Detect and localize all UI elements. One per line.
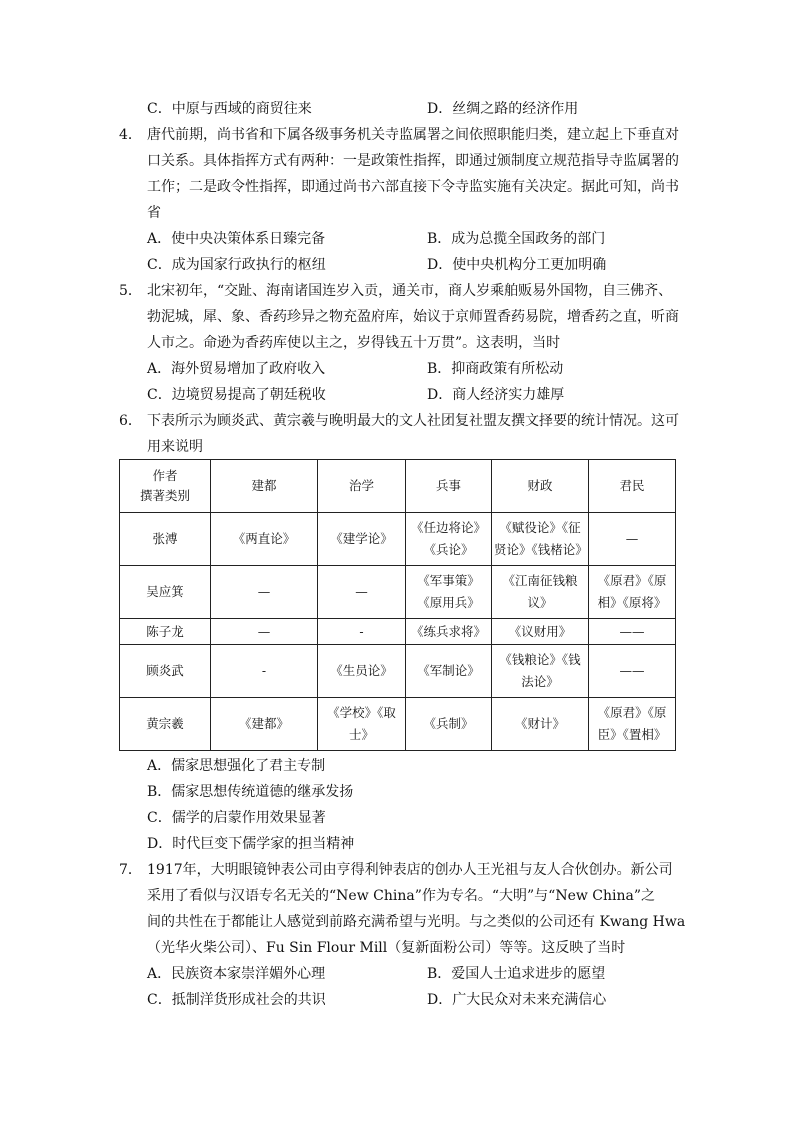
table-cell <box>318 619 406 645</box>
q5-stem-line: 北宋初年，“交趾、海南诸国连岁入贡，通关市，商人岁乘舶贩易外国物，自三佛齐、 <box>147 283 673 299</box>
table-cell <box>211 645 318 698</box>
table-cell <box>211 698 318 751</box>
table-cell <box>318 698 406 751</box>
q7-option-d: D．广大民众对未来充满信心 <box>427 992 607 1008</box>
cell-text: - <box>261 663 267 678</box>
table-row <box>120 645 676 698</box>
table-header-row <box>120 460 676 513</box>
q6-number: 6． <box>119 413 142 429</box>
cell-text: — <box>257 584 271 599</box>
cell-text: 《钱粮论》《钱 <box>499 652 581 667</box>
q5-option-c: C．边境贸易提高了朝廷税收 <box>147 387 326 403</box>
table-cell <box>211 513 318 566</box>
q5-number: 5． <box>119 283 142 299</box>
cell-text: 《任边将论》 <box>410 520 486 535</box>
column-header: 治学 <box>318 460 406 513</box>
q4-option-d: D．使中央机构分工更加明确 <box>427 257 607 273</box>
row-author: 陈子龙 <box>120 619 211 645</box>
q7-option-a: A．民族资本家崇洋媚外心理 <box>147 966 326 982</box>
table-cell <box>211 619 318 645</box>
q4-stem-line: 口关系。具体指挥方式有两种：一是政策性指挥，即通过颁制度立规范指导寺监属署的 <box>147 153 679 169</box>
table-cell <box>589 619 676 645</box>
cell-text: 法论》 <box>521 674 559 689</box>
q5-option-a: A．海外贸易增加了政府收入 <box>147 361 326 377</box>
cell-text: 《学校》《取 <box>327 705 396 720</box>
column-header: 君民 <box>589 460 676 513</box>
cell-text: — <box>257 623 271 639</box>
header-corner-cell <box>120 460 211 513</box>
cell-text: 议》 <box>527 595 553 610</box>
cell-text: 《赋役论》《征 <box>499 520 581 535</box>
header-category-label: 撰著类别 <box>139 488 190 503</box>
table-cell <box>589 566 676 619</box>
cell-text: 《江南征钱粮 <box>502 573 578 588</box>
table-cell <box>406 698 492 751</box>
cell-text: —— <box>619 663 645 678</box>
table-cell <box>318 513 406 566</box>
cell-text: 《兵制》 <box>423 716 474 731</box>
cell-text: 《军事策》 <box>417 573 480 588</box>
cell-text: 《练兵求将》 <box>410 623 486 639</box>
table-cell <box>318 645 406 698</box>
table-cell <box>589 645 676 698</box>
table-row <box>120 619 676 645</box>
table-cell <box>406 619 492 645</box>
row-author: 顾炎武 <box>120 645 211 698</box>
q7-stem-line: （光华火柴公司）、Fu Sin Flour Mill（复新面粉公司）等等。这反映了当时 <box>147 940 626 956</box>
q5-option-d: D．商人经济实力雄厚 <box>427 387 565 403</box>
q4-option-c: C．成为国家行政执行的枢纽 <box>147 257 326 273</box>
table-cell <box>492 698 589 751</box>
q4-stem-line: 省 <box>147 205 161 221</box>
table-cell <box>211 566 318 619</box>
q7-stem-line: 间的共性在于都能让人感觉到前路充满希望与光明。与之类似的公司还有 Kwang Hwa <box>147 914 686 930</box>
q7-stem-line: 1917年，大明眼镜钟表公司由亨得利钟表店的创办人王光祖与友人合伙创办。新公司 <box>147 862 673 878</box>
q4-stem-line: 工作；二是政令性指挥，即通过尚书六部直接下令寺监实施有关决定。据此可知，尚书 <box>147 179 679 195</box>
q3-option-d: D．丝绸之路的经济作用 <box>427 101 579 117</box>
row-author: 张溥 <box>120 513 211 566</box>
cell-text: 《议财用》 <box>508 623 572 639</box>
cell-text: 士》 <box>348 727 374 742</box>
q6-option-a: A．儒家思想强化了君主专制 <box>147 758 326 774</box>
column-header: 建都 <box>211 460 318 513</box>
cell-text: 《军制论》 <box>417 663 480 678</box>
table-cell <box>406 566 492 619</box>
table-cell <box>492 566 589 619</box>
table-cell <box>492 619 589 645</box>
q5-option-b: B．抑商政策有所松动 <box>427 361 564 377</box>
q6-stem-line: 下表所示为顾炎武、黄宗羲与晚明最大的文人社团复社盟友撰文择要的统计情况。这可 <box>147 413 679 429</box>
q5-stem-line: 勃泥城，犀、象、香药珍异之物充盈府库，始议于京师置香药易院，增香药之直，听商 <box>147 309 679 325</box>
cell-text: 《建都》 <box>238 716 289 731</box>
q6-table <box>119 459 676 751</box>
cell-text: 《两直论》 <box>232 531 296 546</box>
table-cell <box>492 513 589 566</box>
cell-text: 《原用兵》 <box>417 595 480 610</box>
table-row <box>120 698 676 751</box>
q7-number: 7． <box>119 862 142 878</box>
table-cell <box>589 698 676 751</box>
row-author: 吴应箕 <box>120 566 211 619</box>
q6-option-b: B．儒家思想传统道德的继承发扬 <box>147 784 354 800</box>
column-header: 兵事 <box>406 460 492 513</box>
q4-option-b: B．成为总揽全国政务的部门 <box>427 231 606 247</box>
cell-text: 贤论》《钱楮论》 <box>494 542 588 557</box>
q7-stem-line: 采用了看似与汉语专名无关的“New China”作为专名。“大明”与“New China”之 <box>147 888 656 904</box>
cell-text: 《原君》《原 <box>597 573 667 588</box>
cell-text: 《原君》《原 <box>597 705 667 720</box>
q7-option-c: C．抵制洋货形成社会的共识 <box>147 992 326 1008</box>
cell-text: 《生员论》 <box>330 663 393 678</box>
q3-option-c: C．中原与西域的商贸往来 <box>147 101 312 117</box>
cell-text: 相》《原将》 <box>597 595 667 610</box>
table-cell <box>406 513 492 566</box>
cell-text: 《兵论》 <box>423 542 474 557</box>
row-author: 黄宗羲 <box>120 698 211 751</box>
table-cell <box>492 645 589 698</box>
q6-option-c: C．儒学的启蒙作用效果显著 <box>147 810 326 826</box>
q7-option-b: B．爱国人士追求进步的愿望 <box>427 966 606 982</box>
cell-text: 《财计》 <box>514 716 565 731</box>
table-row <box>120 566 676 619</box>
cell-text: —— <box>619 623 645 639</box>
table-cell <box>589 513 676 566</box>
q4-number: 4． <box>119 127 142 143</box>
q5-stem-line: 人市之。命逊为香药库使以主之，岁得钱五十万贯”。这表明，当时 <box>147 335 561 351</box>
table-cell <box>406 645 492 698</box>
cell-text: 《建学论》 <box>330 531 393 546</box>
column-header: 财政 <box>492 460 589 513</box>
cell-text: — <box>355 584 368 599</box>
cell-text: - <box>359 623 364 639</box>
q4-stem-line: 唐代前期，尚书省和下属各级事务机关寺监属署之间依照职能归类，建立起上下垂直对 <box>147 127 679 143</box>
q4-option-a: A．使中央决策体系日臻完备 <box>147 231 326 247</box>
table-cell <box>318 566 406 619</box>
q6-stem-line: 用来说明 <box>147 439 203 455</box>
cell-text: — <box>625 531 639 546</box>
table-row <box>120 513 676 566</box>
cell-text: 臣》《置相》 <box>597 727 667 742</box>
header-author-label: 作者 <box>152 468 178 483</box>
q6-option-d: D．时代巨变下儒学家的担当精神 <box>147 836 355 852</box>
